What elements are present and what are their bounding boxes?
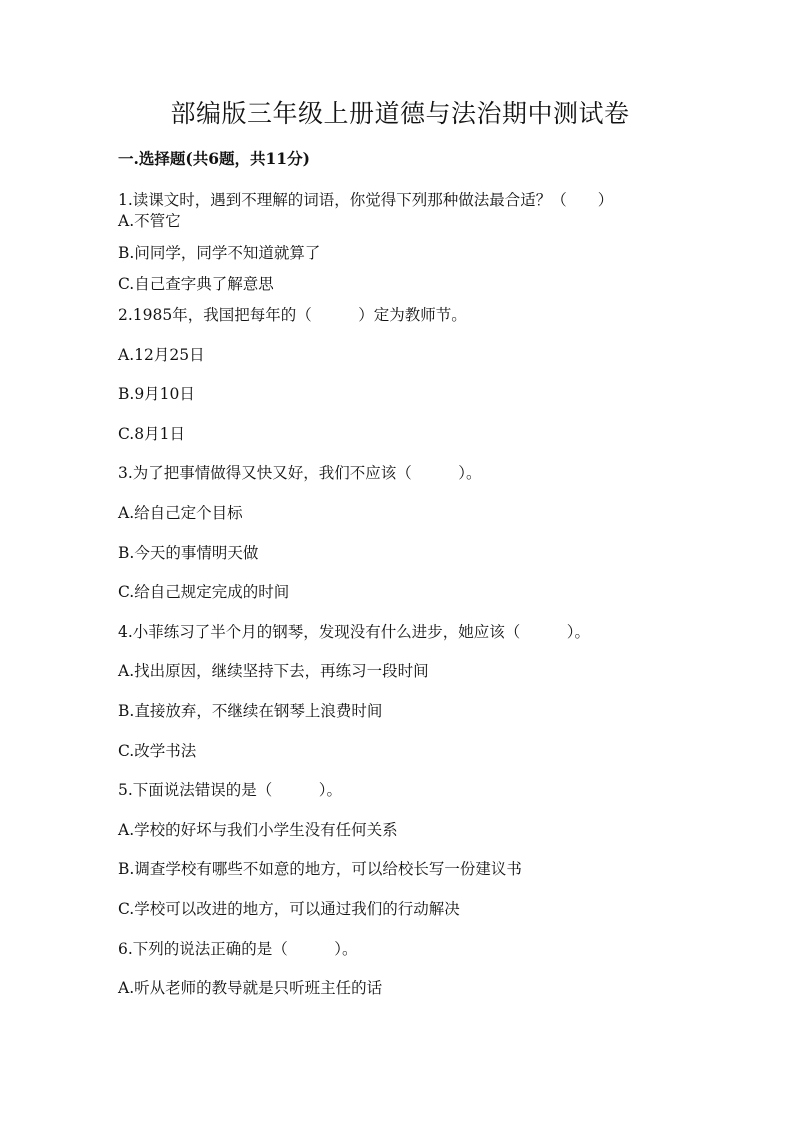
answer-option: A.找出原因，继续坚持下去，再练习一段时间 — [118, 662, 429, 680]
question-stem: 2.1985年，我国把每年的（ ）定为教师节。 — [118, 306, 467, 324]
answer-option: B.调查学校有哪些不如意的地方，可以给校长写一份建议书 — [118, 860, 522, 878]
question-stem: 3.为了把事情做得又快又好，我们不应该（ ）。 — [118, 464, 482, 482]
question-stem: 5.下面说法错误的是（ ）。 — [118, 781, 343, 799]
answer-option: B.问同学，同学不知道就算了 — [118, 244, 321, 262]
answer-option: B.今天的事情明天做 — [118, 544, 259, 562]
answer-option: A.学校的好坏与我们小学生没有任何关系 — [118, 821, 398, 839]
answer-option: B.直接放弃，不继续在钢琴上浪费时间 — [118, 702, 383, 720]
answer-option: C.自己查字典了解意思 — [118, 275, 274, 293]
answer-option: C.8月1日 — [118, 425, 185, 443]
answer-option: A.不管它 — [118, 212, 181, 230]
section-heading: 一.选择题(共6题，共11分) — [118, 149, 310, 168]
question-stem: 6.下列的说法正确的是（ ）。 — [118, 940, 358, 958]
answer-option: A.听从老师的教导就是只听班主任的话 — [118, 979, 383, 997]
answer-option: C.学校可以改进的地方，可以通过我们的行动解决 — [118, 900, 460, 918]
answer-option: A.12月25日 — [118, 346, 205, 364]
answer-option: C.给自己规定完成的时间 — [118, 583, 290, 601]
question-stem: 1.读课文时，遇到不理解的词语，你觉得下列那种做法最合适？（ ） — [118, 191, 614, 209]
question-stem: 4.小菲练习了半个月的钢琴，发现没有什么进步，她应该（ ）。 — [118, 623, 591, 641]
answer-option: B.9月10日 — [118, 385, 195, 403]
answer-option: A.给自己定个目标 — [118, 504, 243, 522]
answer-option: C.改学书法 — [118, 742, 197, 760]
page-title: 部编版三年级上册道德与法治期中测试卷 — [170, 99, 630, 128]
